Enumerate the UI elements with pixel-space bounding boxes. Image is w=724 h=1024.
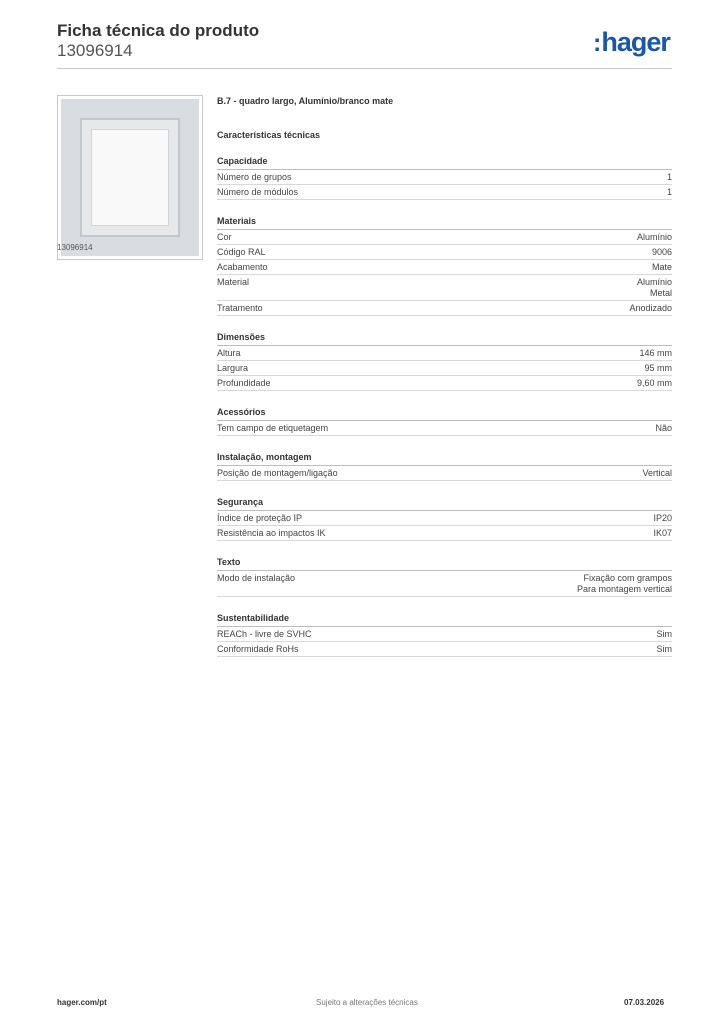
- page-title: Ficha técnica do produto: [57, 21, 260, 40]
- footer-date: 07.03.2026: [624, 998, 665, 1007]
- spec-value-line: Vertical: [642, 468, 672, 478]
- spec-label: Altura: [217, 348, 241, 358]
- spec-value-line: IK07: [653, 528, 672, 538]
- spec-value-line: 1: [666, 187, 672, 197]
- spec-label: REACh - livre de SVHC: [217, 629, 312, 639]
- image-caption: 13096914: [57, 243, 93, 252]
- spec-value: [667, 172, 672, 183]
- header-divider: [57, 68, 672, 69]
- spec-sheet: [217, 96, 672, 657]
- spec-value-line: Anodizado: [629, 303, 672, 313]
- spec-row: [217, 511, 672, 526]
- spec-value: [657, 629, 673, 640]
- spec-row: [217, 260, 672, 275]
- spec-row: [217, 421, 672, 436]
- spec-section: [217, 452, 672, 481]
- spec-section: [217, 497, 672, 541]
- spec-value-line: 1: [666, 172, 672, 182]
- section-title: Materiais: [217, 216, 672, 230]
- spec-row: [217, 301, 672, 316]
- logo-text: hager: [601, 27, 670, 57]
- spec-row: [217, 627, 672, 642]
- spec-sections: [217, 156, 672, 657]
- product-code: 13096914: [57, 41, 133, 60]
- spec-label: Tratamento: [217, 303, 263, 313]
- spec-value: [637, 277, 672, 299]
- spec-section: [217, 613, 672, 657]
- spec-label: Tem campo de etiquetagem: [217, 423, 329, 433]
- spec-value: [657, 644, 673, 655]
- spec-row: [217, 466, 672, 481]
- spec-row: [217, 526, 672, 541]
- spec-row: [217, 230, 672, 245]
- product-name: B.7 - quadro largo, Alumínio/branco mate: [217, 96, 394, 106]
- spec-value: [652, 247, 672, 258]
- spec-value-line: 9,60 mm: [636, 378, 672, 388]
- spec-section: [217, 407, 672, 436]
- footer-notice: Sujeito a alterações técnicas: [316, 998, 418, 1007]
- specs-heading: Características técnicas: [217, 130, 321, 140]
- spec-value: [637, 378, 672, 389]
- spec-value-line: IP20: [653, 513, 672, 523]
- footer-website: hager.com/pt: [57, 998, 107, 1007]
- spec-row: [217, 361, 672, 376]
- spec-row: [217, 376, 672, 391]
- spec-value: [642, 468, 672, 479]
- spec-section: [217, 216, 672, 316]
- spec-section: [217, 557, 672, 597]
- spec-value: [644, 363, 672, 374]
- spec-row: [217, 185, 672, 200]
- frame-plate: [61, 99, 199, 256]
- page-header: [57, 20, 259, 61]
- section-title: Texto: [217, 557, 672, 571]
- spec-label: Código RAL: [217, 247, 266, 257]
- section-title: Sustentabilidade: [217, 613, 672, 627]
- spec-label: Material: [217, 277, 250, 287]
- spec-row: [217, 346, 672, 361]
- spec-label: Conformidade RoHs: [217, 644, 299, 654]
- spec-value-line: Para montagem vertical: [576, 584, 672, 594]
- spec-value-line: Não: [655, 423, 672, 433]
- spec-row: [217, 170, 672, 185]
- section-title: Acessórios: [217, 407, 672, 421]
- spec-value-line: Mate: [651, 262, 672, 272]
- spec-value-line: Sim: [656, 644, 672, 654]
- spec-value-line: Fixação com grampos: [583, 573, 672, 583]
- spec-value-line: Alumínio: [636, 277, 672, 287]
- spec-row: [217, 245, 672, 260]
- spec-value: [653, 528, 672, 539]
- section-title: Dimensões: [217, 332, 672, 346]
- spec-value: [629, 303, 672, 314]
- spec-label: Posição de montagem/ligação: [217, 468, 338, 478]
- spec-value-line: 146 mm: [639, 348, 672, 358]
- spec-value: [653, 513, 672, 524]
- spec-value-line: Alumínio: [636, 232, 672, 242]
- hager-logo: :hager: [593, 27, 670, 57]
- spec-label: Cor: [217, 232, 232, 242]
- section-title: Capacidade: [217, 156, 672, 170]
- spec-label: Resistência ao impactos IK: [217, 528, 326, 538]
- spec-row: [217, 571, 672, 597]
- spec-label: Acabamento: [217, 262, 268, 272]
- section-title: Segurança: [217, 497, 672, 511]
- spec-value: [652, 262, 672, 273]
- spec-value-line: 95 mm: [644, 363, 672, 373]
- spec-row: [217, 642, 672, 657]
- product-image: [57, 95, 203, 260]
- spec-section: [217, 156, 672, 200]
- spec-value-line: Sim: [656, 629, 672, 639]
- spec-label: Número de módulos: [217, 187, 299, 197]
- spec-value-line: Metal: [649, 288, 672, 298]
- section-title: Instalação, montagem: [217, 452, 672, 466]
- spec-label: Índice de proteção IP: [217, 513, 303, 523]
- spec-row: [217, 275, 672, 301]
- spec-value: [655, 423, 672, 434]
- spec-value-line: 9006: [651, 247, 672, 257]
- frame-inner: [80, 118, 180, 237]
- spec-label: Profundidade: [217, 378, 271, 388]
- spec-label: Largura: [217, 363, 249, 373]
- spec-label: Número de grupos: [217, 172, 292, 182]
- spec-value: [667, 187, 672, 198]
- frame-window: [91, 129, 169, 226]
- spec-section: [217, 332, 672, 391]
- spec-value: [577, 573, 672, 595]
- spec-value: [639, 348, 672, 359]
- spec-label: Modo de instalação: [217, 573, 296, 583]
- spec-value: [637, 232, 672, 243]
